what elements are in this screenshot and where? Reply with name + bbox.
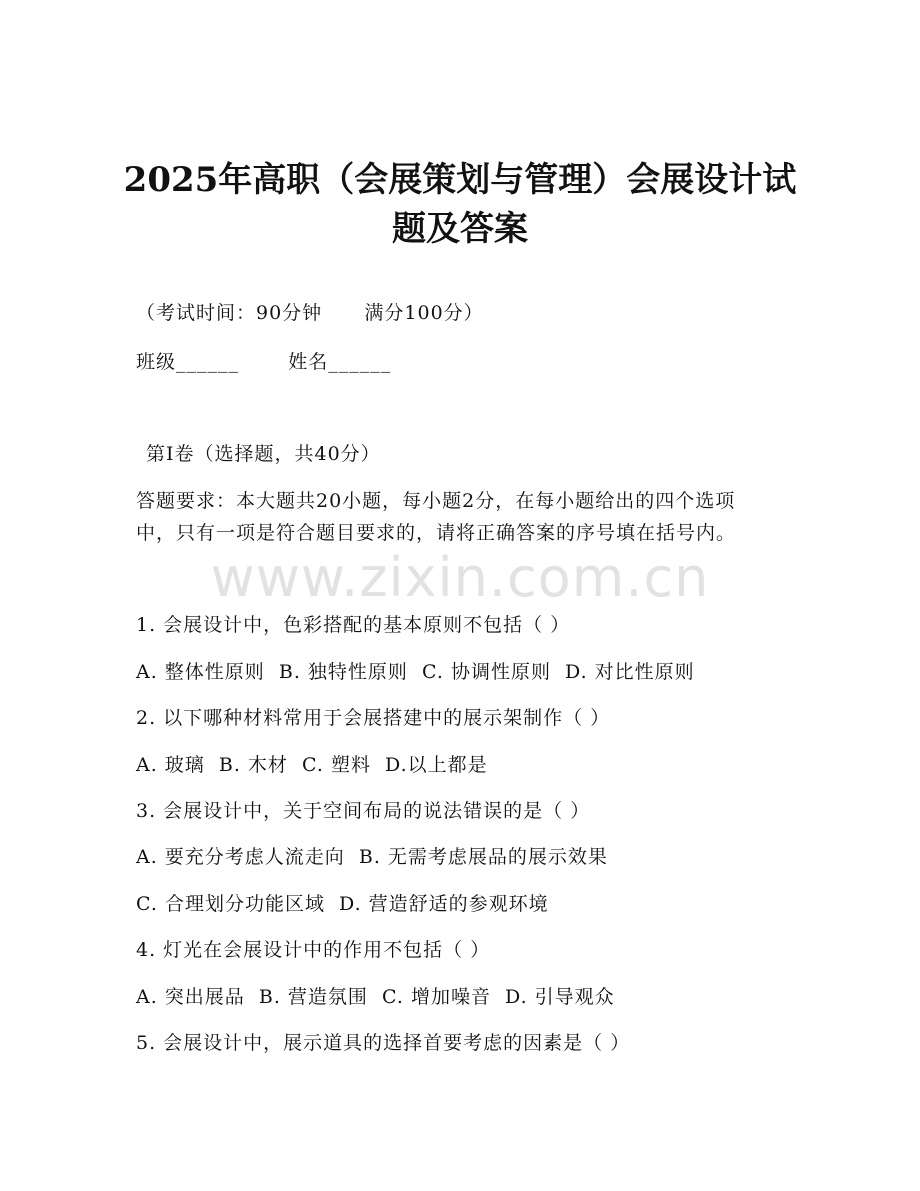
document-title-line-2: 题及答案: [392, 209, 528, 249]
question-stem: 3. 会展设计中，关于空间布局的说法错误的是（ ）: [136, 800, 591, 822]
question-options: C. 合理划分功能区域 D. 营造舒适的参观环境: [136, 893, 549, 915]
question-options: A. 整体性原则 B. 独特性原则 C. 协调性原则 D. 对比性原则: [136, 661, 695, 683]
question-stem: 2. 以下哪种材料常用于会展搭建中的展示架制作（ ）: [136, 707, 611, 729]
question-options: A. 要充分考虑人流走向 B. 无需考虑展品的展示效果: [136, 846, 608, 868]
instructions-line-2: 中，只有一项是符合题目要求的，请将正确答案的序号填在括号内。: [136, 522, 737, 544]
question-stem: 5. 会展设计中，展示道具的选择首要考虑的因素是（ ）: [136, 1032, 631, 1054]
question-stem: 4. 灯光在会展设计中的作用不包括（ ）: [136, 939, 491, 961]
question-stem: 1. 会展设计中，色彩搭配的基本原则不包括（ ）: [136, 614, 571, 636]
section-header: 第Ⅰ卷（选择题，共40分）: [146, 443, 381, 465]
class-name-line: 班级______ 姓名______: [136, 351, 392, 373]
instructions-line-1: 答题要求：本大题共20小题，每小题2分，在每小题给出的四个选项: [136, 490, 736, 512]
question-options: A. 突出展品 B. 营造氛围 C. 增加噪音 D. 引导观众: [136, 986, 615, 1008]
exam-info: （考试时间：90分钟 满分100分）: [136, 302, 484, 324]
question-options: A. 玻璃 B. 木材 C. 塑料 D.以上都是: [136, 754, 488, 776]
document-title-line-1: 2025年高职（会展策划与管理）会展设计试: [123, 160, 797, 200]
watermark: www.zixin.com.cn: [210, 546, 710, 609]
